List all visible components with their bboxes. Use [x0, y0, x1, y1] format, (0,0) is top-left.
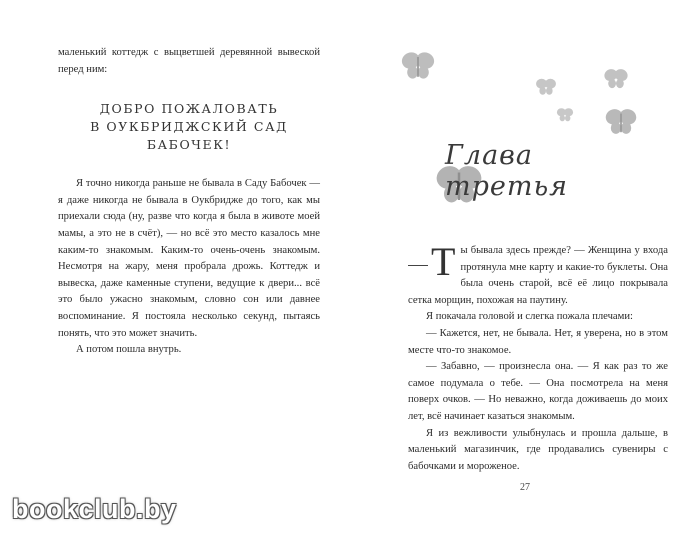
butterfly-icon	[603, 66, 629, 92]
paragraph: Я точно никогда раньше не бывала в Саду Бабочек — я даже никогда не бывала в Оукбридже до того, как мы приехали сюда (ну, разве что когда я была в животе моей мамы, а это не в счёт), — но всё это место казалось мне каким-то знакомым. Каким-то очень-очень знакомым. Несмотря на жару, меня пробрала дрожь. Коттедж и вывеска, даже каменные ступени, ведущие к двери... всё это было ужасно знакомым, словно сон или давнее воспоминание. Я постояла несколько секунд, пытаясь понять, что это может значить.	[58, 178, 320, 339]
paragraph-text: ы бывала здесь прежде? — Женщина у входа протянула мне карту и какие-то буклеты. Она была очень старой, всё её лицо покрывала сетка морщин, похожая на паутину.	[408, 245, 668, 306]
paragraph: Я из вежливости улыбнулась и прошла дальше, в маленький магазинчик, где продавались сувениры с бабочками и мороженое.	[408, 427, 668, 472]
drop-cap: Т	[431, 239, 456, 284]
chapter-title: Глава третья	[445, 140, 569, 202]
right-text-column	[408, 239, 668, 475]
watermark-logo: bookclub.by	[12, 494, 177, 524]
butterfly-icon	[556, 106, 574, 124]
page-number: 27	[520, 482, 530, 493]
paragraph: Я покачала головой и слегка пожала плечами:	[426, 311, 633, 323]
paragraph: — Кажется, нет, не бывала. Нет, я уверена, но в этом месте что-то знакомое.	[408, 327, 668, 356]
sign-line-1: ДОБРО ПОЖАЛОВАТЬ	[99, 101, 279, 117]
sign-text	[58, 100, 320, 154]
paragraph	[408, 239, 668, 309]
paragraph: А потом пошла внутрь.	[76, 344, 182, 356]
dialogue-dash	[408, 265, 428, 266]
intro-text: маленький коттедж с выцветшей деревянной вывеской перед ним:	[58, 47, 320, 75]
sign-line-2: В ОУКБРИДЖСКИЙ САД БАБОЧЕК!	[90, 119, 288, 153]
butterfly-icon	[400, 48, 436, 84]
left-text-column	[58, 45, 320, 359]
right-page	[350, 0, 700, 536]
paragraph: — Забавно, — произнесла она. — Я как раз то же самое подумала о тебе. — Она посмотрела на меня поверх очков. — Но неважно, когда доживаешь до моих лет, всё начинает казаться знакомым.	[408, 361, 668, 422]
butterfly-icon	[604, 105, 638, 139]
butterfly-icon	[535, 76, 557, 98]
